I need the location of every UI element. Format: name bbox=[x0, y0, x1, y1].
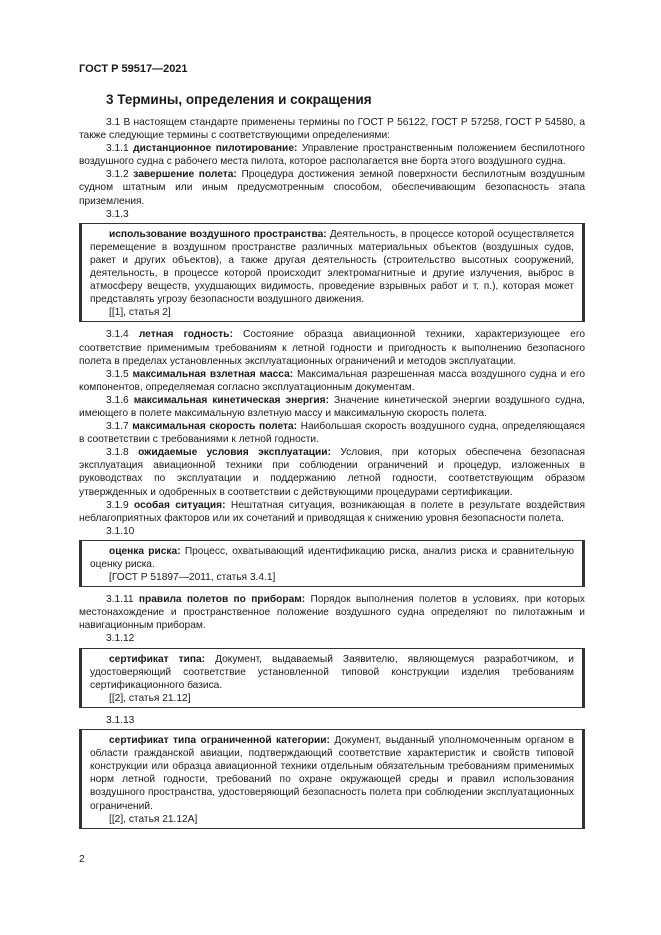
term-number-3-1-10: 3.1.10 bbox=[106, 525, 135, 537]
term-3-1-7: 3.1.7 максимальная скорость полета: Наибольшая скорость воздушного судна, определяющаяся в соответствии с требованиями к летной годности. bbox=[79, 421, 585, 446]
term-definition: Документ, выдаваемый Заявителю, являющемуся разработчиком, и удостоверяющий соответствие установленной типовой конструкции изделия требованиям сертификационного базиса. bbox=[90, 653, 574, 691]
term-number-3-1-3: 3.1.3 bbox=[106, 208, 129, 220]
term-definition: Деятельность, в процессе которой осуществляется перемещение в воздушном пространстве различных материальных объектов (воздушных судов, ракет и других объектов), а также другая деятельность (строительство высотных сооружений, деятельность, в процессе которой происходит электромагнитные и другие излучения, выброс в атмосферу веществ, ухудшающих видимость, проведение взрывных работ и т. п.), которая может представлять угрозу безопасности воздушного движения. bbox=[90, 228, 574, 306]
term-definition: Процедура достижения земной поверхности беспилотным воздушным судном штатным или иным предусмотренным способом, обеспечивающим безопасность этапа приземления. bbox=[79, 169, 585, 207]
term-3-1-2: 3.1.2 завершение полета: Процедура достижения земной поверхности беспилотным воздушным судном штатным или иным предусмотренным способом, обеспечивающим безопасность этапа приземления. bbox=[79, 169, 585, 207]
term-box-3-1-10 bbox=[79, 540, 585, 587]
term-box-3-1-12 bbox=[79, 648, 585, 708]
term-definition: Нештатная ситуация, возникающая в полете в результате воздействия неблагоприятных факторов или их сочетаний и приводящая к снижению уровня безопасности полета. bbox=[79, 499, 585, 524]
term-3-1-4: 3.1.4 летная годность: Состояние образца авиационной техники, характеризующее его соответствие применимым требованиям к летной годности и пригодность к выполнению безопасного полета в пределах установленных эксплуатационных ограничений и методов эксплуатации. bbox=[79, 329, 585, 367]
term-3-1-11: 3.1.11 правила полетов по приборам: Порядок выполнения полетов в условиях, при которых местонахождение и пространственное положение воздушного судна определяют по пилотажным и навигационным приборам. bbox=[79, 594, 585, 632]
term-title: завершение полета: bbox=[133, 169, 237, 181]
section-title: 3 Термины, определения и сокращения bbox=[106, 92, 372, 107]
term-box-3-1-13 bbox=[79, 729, 585, 829]
document-header: ГОСТ Р 59517—2021 bbox=[79, 63, 188, 75]
term-definition: Процесс, охватывающий идентификацию риска, анализ риска и сравнительную оценку риска. bbox=[90, 545, 574, 570]
term-title: правила полетов по приборам: bbox=[138, 594, 306, 606]
term-title: дистанционное пилотирование: bbox=[133, 143, 298, 155]
term-definition: Максимальная разрешенная масса воздушного судна и его компонентов, определяемая согласно эксплуатационным документам. bbox=[79, 368, 586, 393]
term-title: особая ситуация: bbox=[134, 499, 226, 511]
term-title: максимальная скорость полета: bbox=[132, 421, 298, 433]
term-definition: Значение кинетической энергии воздушного судна, имеющего в полете максимальную взлетную массу и максимальную скорость полета. bbox=[79, 394, 585, 419]
term-title: летная годность: bbox=[138, 329, 233, 341]
term-definition: Порядок выполнения полетов в условиях, при которых местонахождение и пространственное положение воздушного судна определяют по пилотажным и навигационным приборам. bbox=[79, 594, 585, 632]
term-title: максимальная взлетная масса: bbox=[132, 368, 294, 380]
term-definition: Состояние образца авиационной техники, характеризующее его соответствие применимым требованиям к летной годности и пригодность к выполнению безопасного полета в пределах установленных эксплуатационных ограничений и методов эксплуатации. bbox=[79, 329, 585, 367]
term-title: сертификат типа ограниченной категории: bbox=[109, 735, 330, 747]
term-source: [ГОСТ Р 51897—2011, статья 3.4.1] bbox=[109, 572, 276, 584]
term-title: использование воздушного пространства: bbox=[109, 228, 327, 240]
term-3-1-9: 3.1.9 особая ситуация: Нештатная ситуация, возникающая в полете в результате воздействия неблагоприятных факторов или их сочетаний и приводящая к снижению уровня безопасности полета. bbox=[79, 499, 585, 524]
term-3-1-6: 3.1.6 максимальная кинетическая энергия: Значение кинетической энергии воздушного судна, имеющего в полете максимальную взлетную массу и максимальную скорость полета. bbox=[79, 394, 585, 419]
term-source: [[1], статья 2] bbox=[109, 307, 171, 319]
term-number-3-1-13: 3.1.13 bbox=[106, 714, 135, 726]
intro-paragraph: 3.1 В настоящем стандарте применены термины по ГОСТ Р 56122, ГОСТ Р 57258, ГОСТ Р 54580, а также следующие термины с соответствующими определениями: bbox=[79, 117, 585, 142]
term-definition: Документ, выданный уполномоченным органом в области гражданской авиации, подтверждающий соответствие характеристик и свойств типовой конструкции или образца авиационной техники отдельным обязательным требованиям применимых норм летной годности, требований по охране окружающей среды и правил использования воздушного пространства, удостоверяющий безопасность полета при соблюдении эксплуатационных ограничений. bbox=[90, 735, 575, 812]
term-source: [[2], статья 21.12А] bbox=[109, 813, 198, 825]
term-3-1-1: 3.1.1 дистанционное пилотирование: Управление пространственным положением беспилотного воздушного судна с рабочего места пилота, которое располагается вне борта этого воздушного судна. bbox=[79, 143, 585, 168]
term-definition: Управление пространственным положением беспилотного воздушного судна с рабочего места пилота, которое располагается вне борта этого воздушного судна. bbox=[79, 143, 585, 168]
term-definition: Условия, при которых обеспечена безопасная эксплуатация авиационной техники при соблюдении ограничений и процедур, изложенных в руководствах по эксплуатации и поддержанию летной годности, соответствующим образом утвержденных и одобренных в соответствии с действующими процедурами сертификации. bbox=[79, 447, 585, 498]
page-number: 2 bbox=[79, 853, 85, 865]
term-source: [[2], статья 21.12] bbox=[109, 692, 191, 704]
document-body bbox=[79, 116, 585, 835]
term-title: ожидаемые условия эксплуатации: bbox=[138, 447, 331, 459]
term-number-3-1-12: 3.1.12 bbox=[106, 633, 135, 645]
term-title: максимальная кинетическая энергия: bbox=[133, 394, 329, 406]
term-box-3-1-3 bbox=[79, 223, 585, 323]
term-3-1-5: 3.1.5 максимальная взлетная масса: Максимальная разрешенная масса воздушного судна и его компонентов, определяемая согласно эксплуатационным документам. bbox=[79, 368, 586, 393]
term-title: сертификат типа: bbox=[109, 653, 206, 665]
term-definition: Наибольшая скорость воздушного судна, определяющаяся в соответствии с требованиями к летной годности. bbox=[79, 421, 585, 446]
term-title: оценка риска: bbox=[109, 545, 181, 557]
term-3-1-8: 3.1.8 ожидаемые условия эксплуатации: Условия, при которых обеспечена безопасная эксплуатация авиационной техники при соблюдении ограничений и процедур, изложенных в руководствах по эксплуатации и поддержанию летной годности, соответствующим образом утвержденных и одобренных в соответствии с действующими процедурами сертификации. bbox=[79, 447, 585, 498]
